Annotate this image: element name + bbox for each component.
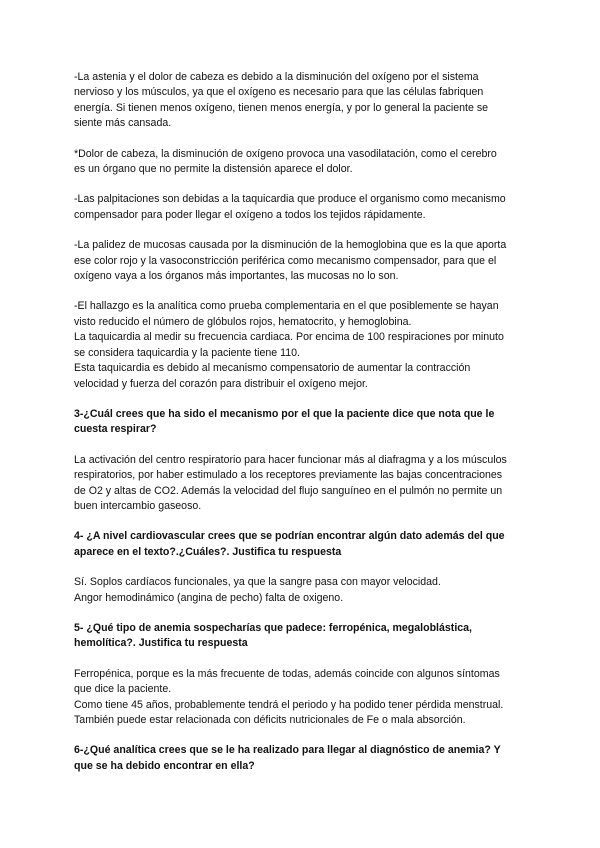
- text-line: También puede estar relacionada con déficits nutricionales de Fe o mala absorción.: [74, 714, 466, 726]
- text-line: La activación del centro respiratorio para hacer funcionar más al diafragma y a los músculos: [74, 453, 507, 466]
- text-line: se considera taquicardia y la paciente tiene 110.: [74, 346, 300, 359]
- question-heading: [74, 743, 536, 774]
- text-line: que se ha debido encontrar en ella?: [74, 759, 255, 772]
- text-line: -La palidez de mucosas causada por la disminución de la hemoglobina que es la que aporta: [74, 239, 507, 252]
- text-line: *Dolor de cabeza, la disminución de oxígeno provoca una vasodilatación, como el cerebro: [74, 147, 497, 160]
- text-line: aparece en el texto?.¿Cuáles?. Justifica tu respuesta: [74, 545, 342, 558]
- text-line: compensador para poder llegar el oxígeno a todos los tejidos rápidamente.: [74, 208, 426, 221]
- text-line: visto reducido el número de glóbulos rojos, hematocrito, y hemoglobina.: [74, 315, 412, 328]
- text-line: 4- ¿A nivel cardiovascular crees que se podrían encontrar algún dato además del que: [74, 530, 505, 543]
- text-line: cuesta respirar?: [74, 423, 157, 436]
- text-line: -El hallazgo es la analítica como prueba complementaria en el que posiblemente se hayan: [74, 300, 499, 313]
- answer-paragraph: [74, 299, 536, 391]
- text-line: ese color rojo y la vasoconstricción periférica como mecanismo compensador, para que el: [74, 254, 497, 267]
- text-line: Sí. Soplos cardíacos funcionales, ya que la sangre pasa con mayor velocidad.: [74, 576, 441, 589]
- text-line: respiratorios, por haber estimulado a los receptores previamente las bajas concentraciones: [74, 469, 503, 482]
- answer-paragraph: [74, 238, 536, 284]
- answer-paragraph: [74, 667, 536, 729]
- text-line: Esta taquicardia es debido al mecanismo compensatorio de aumentar la contracción: [74, 362, 471, 375]
- text-line: que dice la paciente.: [74, 683, 172, 696]
- question-heading: [74, 621, 536, 652]
- text-line: -Las palpitaciones son debidas a la taquicardia que produce el organismo como mecanismo: [74, 193, 506, 206]
- text-line: energía. Si tienen menos oxígeno, tienen menos energía, y por lo general la paciente se: [74, 101, 489, 114]
- text-line: hemolítica?. Justifica tu respuesta: [74, 637, 248, 650]
- text-line: La taquicardia al medir su frecuencia cardiaca. Por encima de 100 respiraciones por minuto: [74, 331, 504, 344]
- answer-paragraph: [74, 70, 536, 132]
- question-heading: [74, 407, 536, 438]
- text-line: 6-¿Qué analítica crees que se le ha realizado para llegar al diagnóstico de anemia? Y: [74, 744, 501, 757]
- text-line: de O2 y altas de CO2. Además la velocidad del flujo sanguíneo en el pulmón no permite un: [74, 484, 503, 497]
- text-line: oxígeno vaya a los órganos más importantes, las mucosas no lo son.: [74, 270, 399, 283]
- text-line: 3-¿Cuál crees que ha sido el mecanismo por el que la paciente dice que nota que le: [74, 407, 495, 420]
- text-line: nervioso y los músculos, ya que el oxígeno es necesario para que las células fabriquen: [74, 86, 484, 99]
- text-line: siente más cansada.: [74, 117, 172, 130]
- text-line: 5- ¿Qué tipo de anemia sospecharías que padece: ferropénica, megaloblástica,: [74, 621, 472, 634]
- text-line: velocidad y fuerza del corazón para distribuir el oxígeno mejor.: [74, 377, 368, 390]
- answer-paragraph: [74, 453, 536, 515]
- text-line: Ferropénica, porque es la más frecuente de todas, además coincide con algunos síntomas: [74, 667, 500, 680]
- text-line: Como tiene 45 años, probablemente tendrá el periodo y ha podido tener pérdida menstrual.: [74, 698, 504, 711]
- question-heading: [74, 529, 536, 560]
- text-line: Angor hemodinámico (angina de pecho) falta de oxigeno.: [74, 591, 344, 604]
- answer-paragraph: [74, 575, 536, 606]
- text-line: es un órgano que no permite la distensión aparece el dolor.: [74, 163, 353, 176]
- answer-paragraph: [74, 147, 536, 178]
- text-line: buen intercambio gaseoso.: [74, 499, 202, 512]
- answer-paragraph: [74, 192, 536, 223]
- document-page: [74, 70, 536, 789]
- text-line: -La astenia y el dolor de cabeza es debido a la disminución del oxígeno por el sistema: [74, 71, 479, 83]
